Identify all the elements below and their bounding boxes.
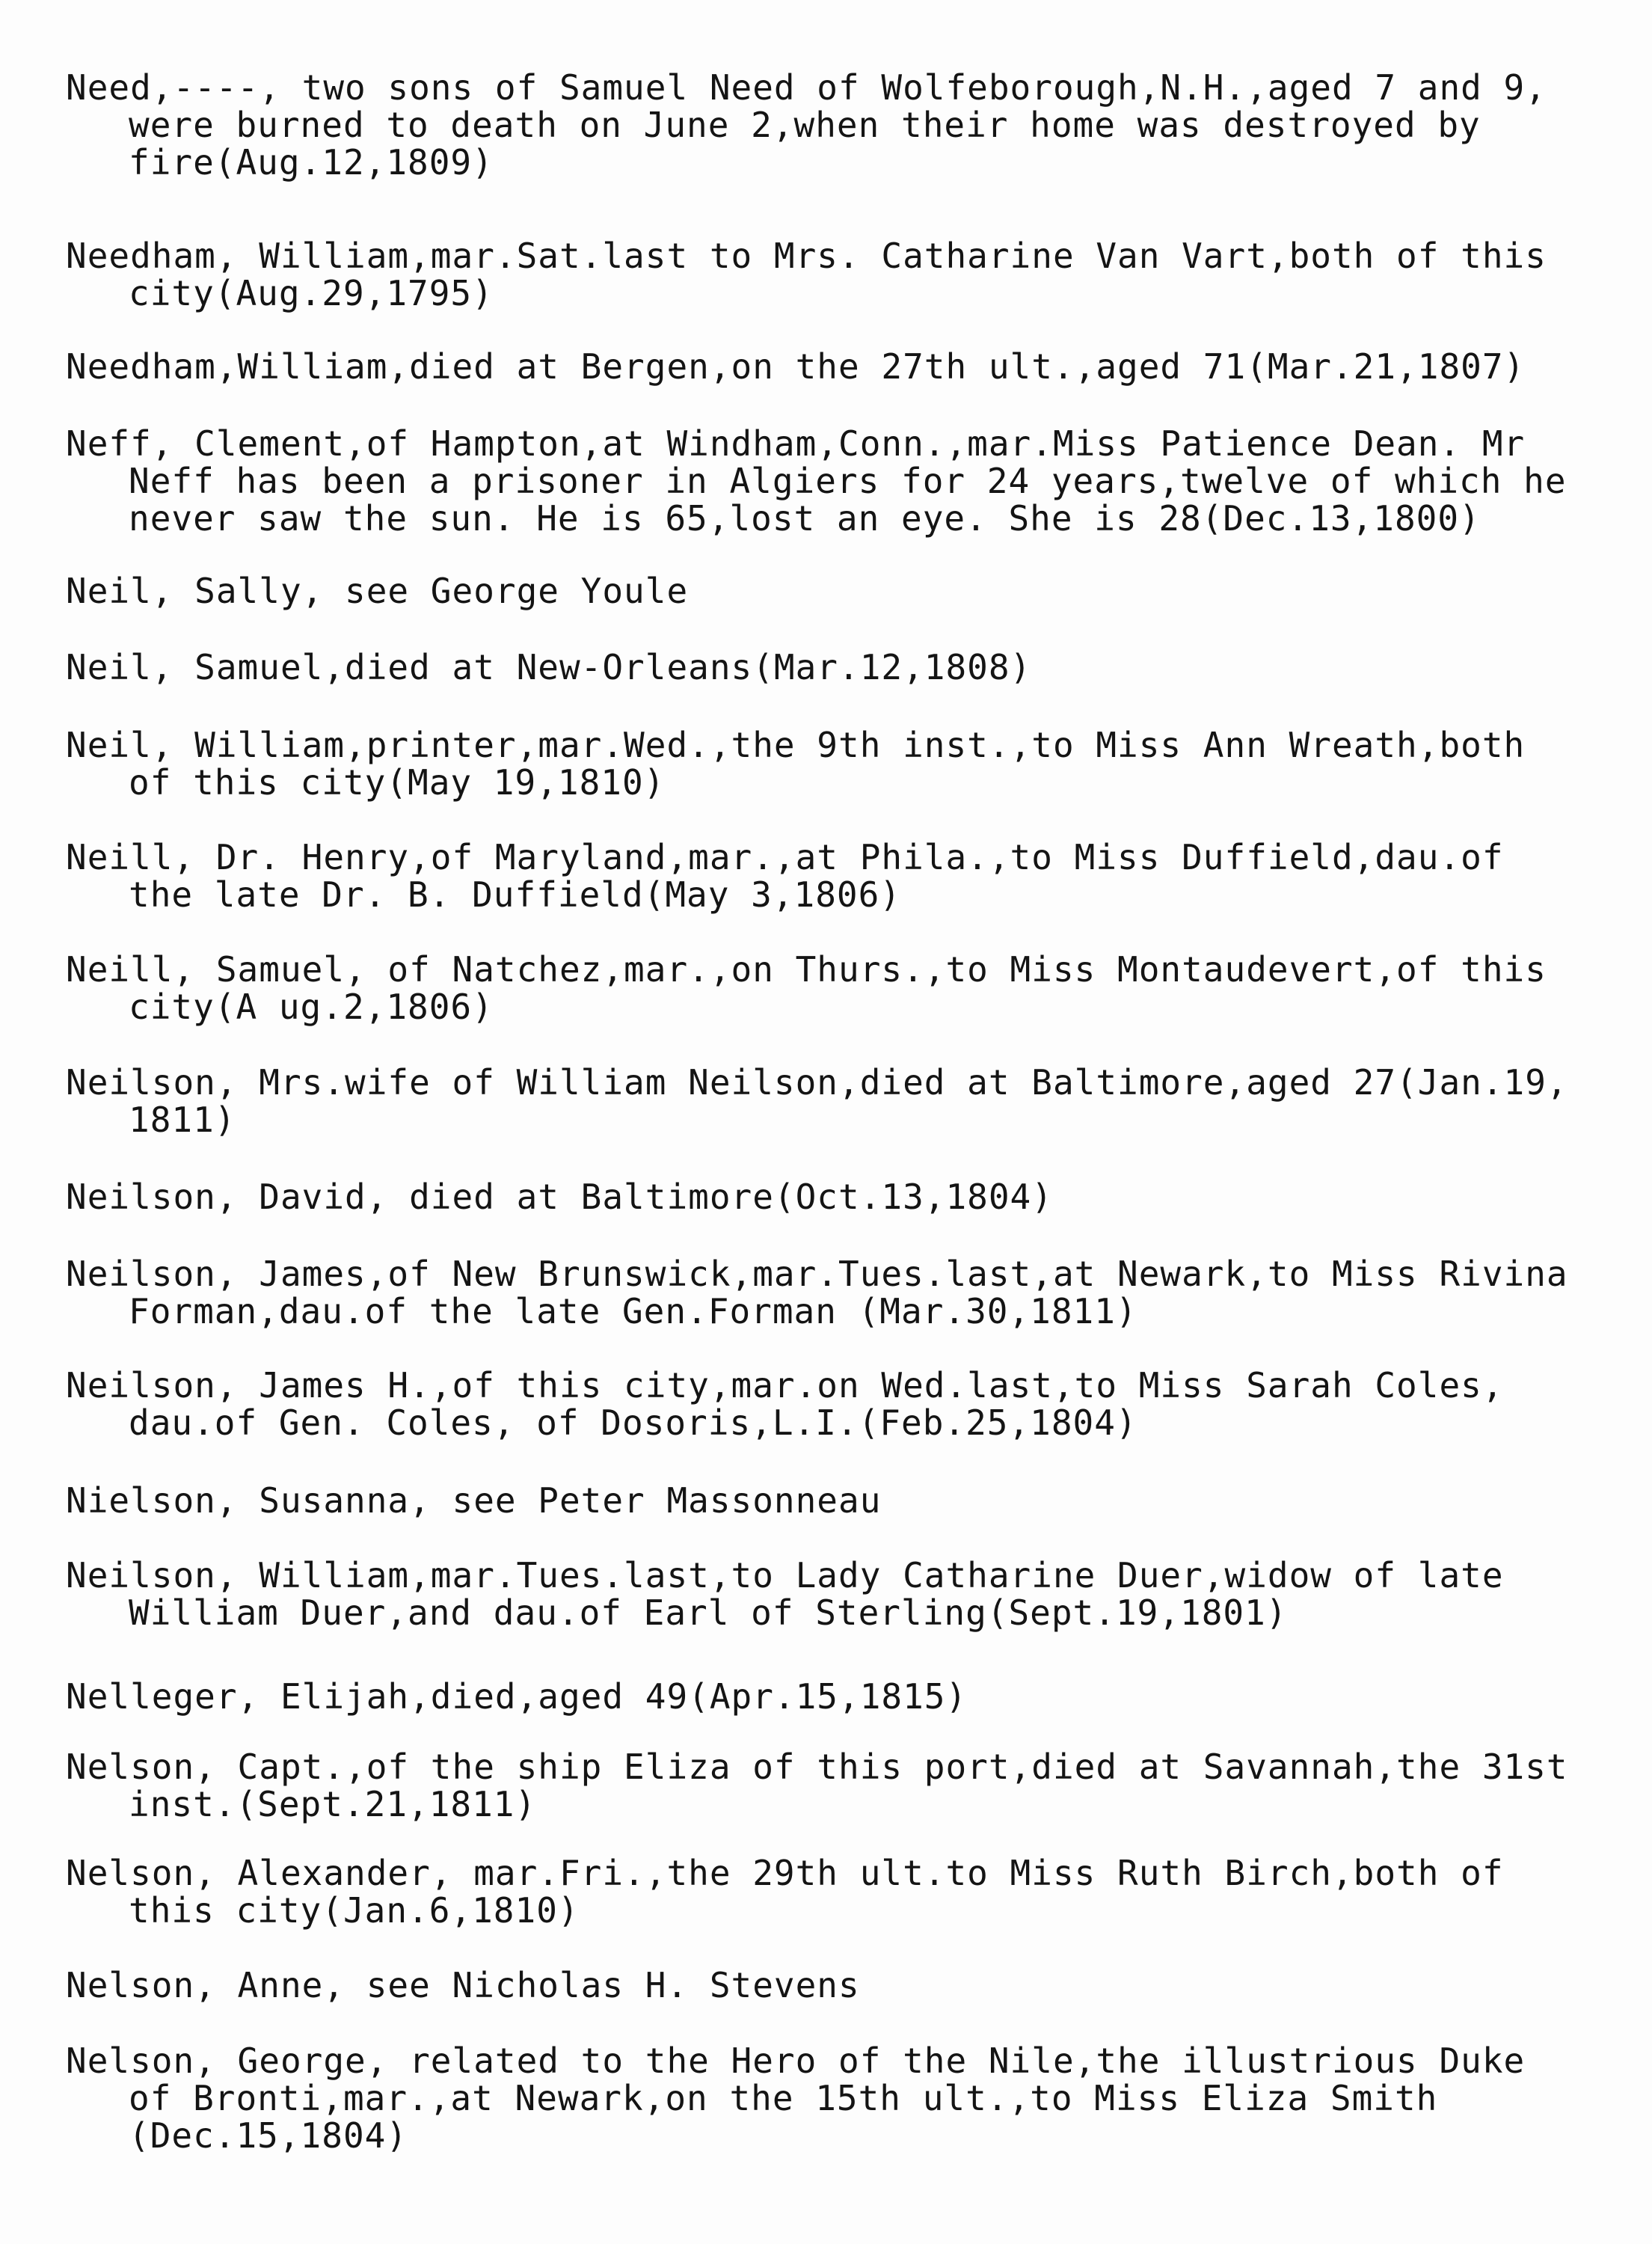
entry-line: city(Aug.29,1795): [129, 273, 494, 313]
entry-line: fire(Aug.12,1809): [129, 142, 494, 183]
entry-neil-samuel: [66, 649, 1621, 686]
entry-neff-clement: [66, 425, 1621, 537]
entry-line: Neilson, James,of New Brunswick,mar.Tues.last,at Newark,to Miss Rivina: [66, 1254, 1568, 1294]
entry-line: Neff has been a prisoner in Algiers for 24 years,twelve of which he: [129, 461, 1567, 501]
entry-line: Neilson, Mrs.wife of William Neilson,died at Baltimore,aged 27(Jan.19,: [66, 1062, 1568, 1103]
entry-neil-sally: [66, 572, 1621, 610]
entry-line: Neil, Sally, see George Youle: [66, 571, 689, 611]
entry-line: Neill, Dr. Henry,of Maryland,mar.,at Phila.,to Miss Duffield,dau.of: [66, 837, 1504, 877]
entry-neilson-james-h: [66, 1367, 1621, 1441]
entry-line: Nelson, Alexander, mar.Fri.,the 29th ult.to Miss Ruth Birch,both of: [66, 1853, 1504, 1893]
entry-line: inst.(Sept.21,1811): [129, 1784, 537, 1824]
entry-line: this city(Jan.6,1810): [129, 1890, 580, 1931]
entry-nelleger-elijah: [66, 1678, 1621, 1715]
entry-line: of Bronti,mar.,at Newark,on the 15th ult.,to Miss Eliza Smith: [129, 2078, 1438, 2118]
entry-needham-william-mar: [66, 237, 1621, 312]
entry-neill-samuel: [66, 951, 1621, 1026]
entry-nelson-george: [66, 2042, 1621, 2154]
entry-line: Nelleger, Elijah,died,aged 49(Apr.15,1815): [66, 1676, 968, 1717]
entry-line: Nelson, Anne, see Nicholas H. Stevens: [66, 1965, 860, 2005]
entry-nelson-anne: [66, 1966, 1621, 2004]
entry-line: Forman,dau.of the late Gen.Forman (Mar.30,1811): [129, 1291, 1137, 1331]
entry-line: Neilson, James H.,of this city,mar.on Wed.last,to Miss Sarah Coles,: [66, 1365, 1504, 1405]
entry-line: Nielson, Susanna, see Peter Massonneau: [66, 1480, 882, 1521]
entry-line: never saw the sun. He is 65,lost an eye. She is 28(Dec.13,1800): [129, 498, 1481, 539]
entry-line: were burned to death on June 2,when their home was destroyed by: [129, 105, 1481, 145]
entry-line: Neil, William,printer,mar.Wed.,the 9th inst.,to Miss Ann Wreath,both: [66, 725, 1526, 765]
entry-line: Need,----, two sons of Samuel Need of Wolfeborough,N.H.,aged 7 and 9,: [66, 67, 1547, 108]
entry-line: Nelson, Capt.,of the ship Eliza of this port,died at Savannah,the 31st: [66, 1747, 1568, 1787]
entry-nelson-alexander: [66, 1854, 1621, 1929]
entry-line: the late Dr. B. Duffield(May 3,1806): [129, 874, 901, 915]
entry-line: Neilson, William,mar.Tues.last,to Lady Catharine Duer,widow of late: [66, 1555, 1504, 1595]
entry-line: (Dec.15,1804): [129, 2115, 408, 2156]
entry-neilson-william: [66, 1557, 1621, 1631]
entry-line: Needham, William,mar.Sat.last to Mrs. Catharine Van Vart,both of this: [66, 236, 1547, 276]
entry-neilson-james: [66, 1255, 1621, 1330]
entry-neil-william: [66, 726, 1621, 801]
entry-line: of this city(May 19,1810): [129, 762, 666, 803]
entry-need: [66, 69, 1621, 181]
entry-line: William Duer,and dau.of Earl of Sterling(Sept.19,1801): [129, 1592, 1288, 1633]
entry-line: city(A ug.2,1806): [129, 987, 494, 1027]
entry-line: Needham,William,died at Bergen,on the 27th ult.,aged 71(Mar.21,1807): [66, 346, 1526, 387]
entry-line: Neilson, David, died at Baltimore(Oct.13,1804): [66, 1177, 1053, 1217]
entry-line: dau.of Gen. Coles, of Dosoris,L.I.(Feb.25,1804): [129, 1402, 1137, 1443]
entry-neilson-david: [66, 1178, 1621, 1216]
entry-nielson-susanna: [66, 1482, 1621, 1519]
entry-needham-william-died: [66, 348, 1621, 385]
entry-neilson-mrs: [66, 1064, 1621, 1138]
entry-line: 1811): [129, 1100, 236, 1140]
entry-line: Neill, Samuel, of Natchez,mar.,on Thurs.,to Miss Montaudevert,of this: [66, 949, 1547, 990]
entry-nelson-capt: [66, 1748, 1621, 1823]
entry-line: Neil, Samuel,died at New-Orleans(Mar.12,1808): [66, 647, 1032, 687]
entry-line: Neff, Clement,of Hampton,at Windham,Conn.,mar.Miss Patience Dean. Mr: [66, 423, 1526, 464]
entry-line: Nelson, George, related to the Hero of the Nile,the illustrious Duke: [66, 2041, 1526, 2081]
entry-neill-henry: [66, 839, 1621, 913]
